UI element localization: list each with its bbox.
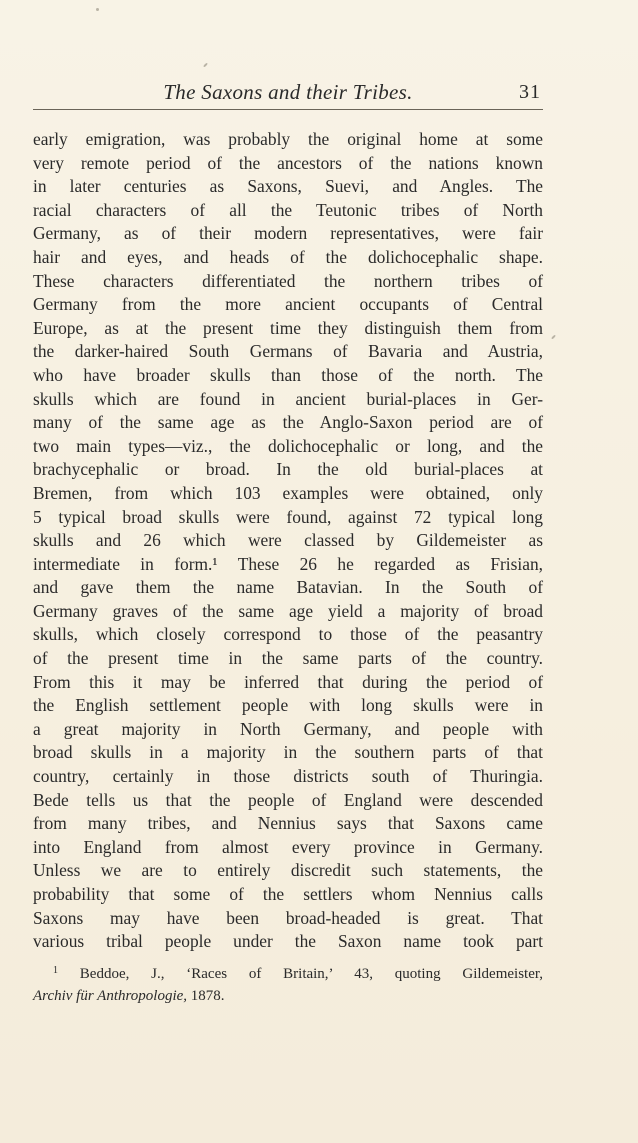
body-text-line: 5 typical broad skulls were found, against 72 typical long (33, 506, 543, 527)
body-text-line: hair and eyes, and heads of the dolichocephalic shape. (33, 246, 543, 267)
body-text-line: Germany graves of the same age yield a majority of broad (33, 600, 543, 621)
body-text-line: From this it may be inferred that during the period of (33, 671, 543, 692)
body-text-line: early emigration, was probably the original home at some (33, 129, 543, 149)
body-text-line: skulls, which closely correspond to those of the peasantry (33, 624, 543, 645)
body-text-line: brachycephalic or broad. In the old burial-places at (33, 459, 543, 480)
page-number: 31 (519, 81, 541, 103)
body-text-line: from many tribes, and Nennius says that Saxons came (33, 813, 543, 834)
body-text-line: various tribal people under the Saxon name took part (33, 931, 543, 952)
body-text-line: into England from almost every province in Germany. (33, 836, 543, 857)
paper-speck (203, 63, 208, 68)
body-text-line: country, certainly in those districts south of Thuringia. (33, 766, 543, 787)
body-text-line: These characters differentiated the northern tribes of (33, 270, 543, 291)
body-text (33, 128, 543, 954)
footnote-marker: 1 (53, 965, 58, 976)
running-head (33, 78, 543, 110)
paper-speck (551, 335, 556, 340)
body-text-line: the English settlement people with long skulls were in (33, 695, 543, 716)
footnote-citation: Beddoe, J., ‘Races of Britain,’ 43, quoting Gildemeister, (79, 966, 544, 982)
body-text-line: of the present time in the same parts of the country. (33, 648, 543, 669)
body-text-line: a great majority in North Germany, and people with (33, 718, 543, 739)
body-text-line: Unless we are to entirely discredit such statements, the (33, 860, 543, 881)
body-text-line: many of the same age as the Anglo-Saxon period are of (33, 412, 543, 433)
footnote-line-1 (33, 960, 543, 985)
footnote-journal-title: Archiv für Anthropologie, (33, 988, 188, 1004)
body-text-line: intermediate in form.¹ These 26 he regarded as Frisian, (33, 553, 543, 574)
header-rule (33, 109, 543, 110)
footnote-year: 1878. (187, 988, 225, 1004)
body-text-line: skulls and 26 which were classed by Gildemeister as (33, 530, 543, 551)
body-text-line: probability that some of the settlers whom Nennius calls (33, 884, 543, 904)
body-text-line: the darker-haired South Germans of Bavaria and Austria, (33, 341, 543, 362)
body-text-line: racial characters of all the Teutonic tribes of North (33, 199, 543, 220)
body-text-line: two main types—viz., the dolichocephalic or long, and the (33, 435, 543, 456)
body-text-line: Saxons may have been broad-headed is great. That (33, 907, 543, 928)
body-text-line: Europe, as at the present time they distinguish them from (33, 317, 543, 338)
body-text-line: Bede tells us that the people of England were descended (33, 789, 543, 810)
footnote (33, 960, 543, 1007)
running-title: The Saxons and their Tribes. (163, 80, 413, 104)
body-text-line: Bremen, from which 103 examples were obtained, only (33, 482, 543, 503)
body-text-line: and gave them the name Batavian. In the South of (33, 577, 543, 598)
body-text-line: very remote period of the ancestors of the nations known (33, 152, 543, 173)
paper-speck (96, 8, 99, 11)
body-text-line: who have broader skulls than those of the north. The (33, 364, 543, 385)
footnote-line-2 (33, 985, 543, 1007)
body-text-line: broad skulls in a majority in the southern parts of that (33, 742, 543, 763)
body-text-line: in later centuries as Saxons, Suevi, and Angles. The (33, 176, 543, 197)
body-text-line: Germany, as of their modern representatives, were fair (33, 223, 543, 244)
body-text-line: skulls which are found in ancient burial-places in Ger- (33, 388, 543, 409)
body-text-line: Germany from the more ancient occupants of Central (33, 294, 543, 315)
